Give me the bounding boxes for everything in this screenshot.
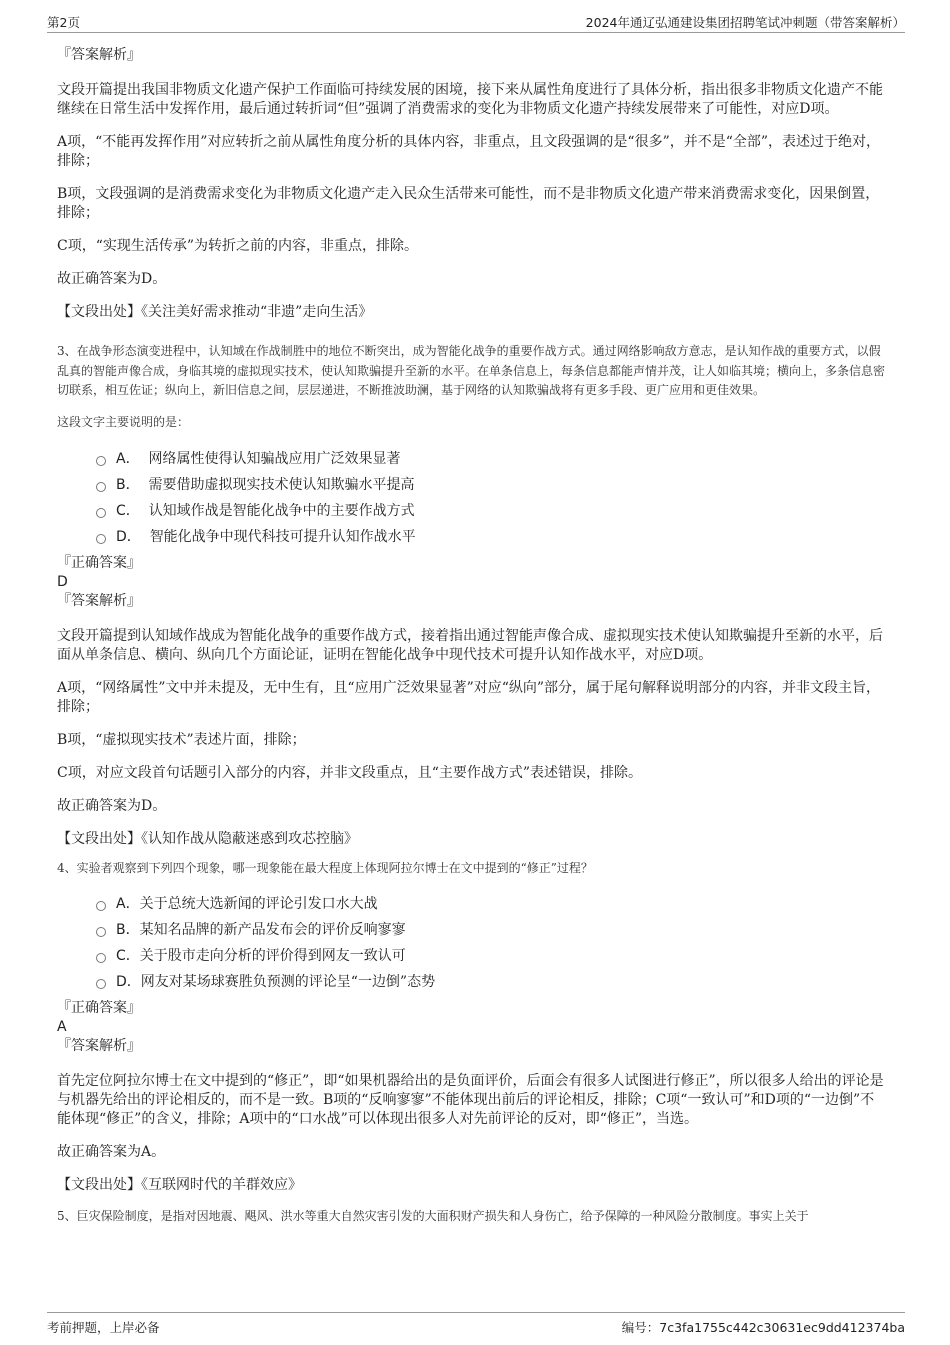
q3-analysis-3: B项，“虚拟现实技术”表述片面，排除； [57,732,306,748]
page-footer [47,1312,905,1337]
page-header [47,10,905,33]
page-content [57,46,887,1226]
q2-analysis-1: 文段开篇提出我国非物质文化遗产保护工作面临可持续发展的困境，接下来从属性角度进行了具体分析，指出很多非物质文化遗产不能继续在日常生活中发挥作用，最后通过转折词“但”强调了消费需求的变化为非物质文化遗产持续发展带来了可能性，对应D项。 [57,82,883,117]
radio-icon[interactable] [96,901,106,911]
correct-answer-label: 『正确答案』 [57,555,141,571]
radio-icon[interactable] [96,953,106,963]
q3-prompt: 这段文字主要说明的是： [57,414,190,429]
source-title: 《互联网时代的羊群效应》 [141,1176,302,1193]
q4-option-c[interactable]: C．关于股市走向分析的评价得到网友一致认可 [96,947,887,966]
q3-analysis-1: 文段开篇提到认知域作战成为智能化战争的重要作战方式，接着指出通过智能声像合成、虚拟现实技术使认知欺骗提升至新的水平，后面从单条信息、横向、纵向几个方面论证，证明在智能化战争中现代技术可提升认知作战水平，对应D项。 [57,628,883,663]
document-code: 7c3fa1755c442c30631ec9dd412374ba [659,1320,905,1335]
q3-stem: 3、在战争形态演变进程中，认知域在作战制胜中的地位不断突出，成为智能化战争的重要作战方式。通过网络影响敌方意志，是认知作战的重要方式，以假乱真的智能声像合成，身临其境的虚拟现实技术，使认知欺骗提升至新的水平。在单条信息上，每条信息都能声情并茂，让人如临其境；横向上，多条信息密切联系，相互佐证；纵向上，新旧信息之间，层层递进，不断推波助澜，基于网络的认知欺骗战将有更多手段、更广应用和更佳效果。 [57,344,886,397]
analysis-label: 『答案解析』 [57,1037,141,1054]
q2-analysis-4: C项，“实现生活传承”为转折之前的内容，非重点，排除。 [57,238,419,254]
q4-stem: 4、实验者观察到下列四个现象，哪一现象能在最大程度上体现阿拉尔博士在文中提到的“修正”过程？ [57,861,593,875]
radio-icon[interactable] [96,979,106,989]
radio-icon[interactable] [96,508,106,518]
q3-analysis-5: 故正确答案为D。 [57,798,167,814]
source-title: 《认知作战从隐蔽迷惑到攻芯控脑》 [141,831,358,847]
source-label: 【文段出处】 [57,304,141,320]
q3-answer: D [57,574,68,590]
q3-source [57,830,887,849]
q3-analysis-2: A项，“网络属性”文中并未提及，无中生有，且“应用广泛效果显著”对应“纵向”部分，属于尾句解释说明部分的内容，并非文段主旨，排除； [57,680,881,715]
radio-icon[interactable] [96,927,106,937]
q2-analysis-3: B项，文段强调的是消费需求变化为非物质文化遗产走入民众生活带来可能性，而不是非物质文化遗产带来消费需求变化，因果倒置，排除； [57,186,880,221]
q4-analysis-1: 首先定位阿拉尔博士在文中提到的“修正”，即“如果机器给出的是负面评价，后面会有很多人试图进行修正”，所以很多人给出的评论是与机器先给出的评论相反的，而不是一致。B项的“反响寥寥”不能体现出前后的评论相反，排除；C项“一致认可”和D项的“一边倒”不能体现“修正”的含义，排除；A项中的“口水战”可以体现出很多人对先前评论的反对，即“修正”，当选。 [57,1072,884,1127]
source-label: 【文段出处】 [57,831,141,847]
q2-analysis-2: A项，“不能再发挥作用”对应转折之前从属性角度分析的具体内容，非重点，且文段强调的是“很多”，并不是“全部”，表述过于绝对，排除； [57,134,881,169]
q4-source [57,1176,887,1195]
q5-stem: 5、巨灾保险制度，是指对因地震、飓风、洪水等重大自然灾害引发的大面积财产损失和人身伤亡，给予保障的一种风险分散制度。事实上关于 [57,1208,809,1223]
q2-source [57,303,887,322]
radio-icon[interactable] [96,482,106,492]
q3-option-a[interactable]: A． 网络属性使得认知骗战应用广泛效果显著 [96,450,887,469]
correct-answer-label: 『正确答案』 [57,999,141,1016]
q4-option-a[interactable]: A．关于总统大选新闻的评论引发口水大战 [96,895,887,914]
q3-option-d[interactable]: D． 智能化战争中现代科技可提升认知作战水平 [96,528,887,547]
q4-option-b[interactable]: B．某知名品牌的新产品发布会的评价反响寥寥 [96,921,887,940]
source-label: 【文段出处】 [57,1176,141,1193]
q3-option-b[interactable]: B． 需要借助虚拟现实技术使认知欺骗水平提高 [96,476,887,495]
page-number: 第2页 [47,15,80,30]
q2-analysis-5: 故正确答案为D。 [57,271,167,287]
analysis-label: 『答案解析』 [57,593,141,609]
analysis-label: 『答案解析』 [57,47,141,63]
q4-analysis-2: 故正确答案为A。 [57,1143,166,1160]
q3-analysis-4: C项，对应文段首句话题引入部分的内容，并非文段重点，且“主要作战方式”表述错误，排除。 [57,765,643,781]
footer-code: 编号：7c3fa1755c442c30631ec9dd412374ba [621,1320,905,1335]
footer-slogan: 考前押题，上岸必备 [47,1320,160,1335]
q3-option-c[interactable]: C． 认知域作战是智能化战争中的主要作战方式 [96,502,887,521]
q4-option-d[interactable]: D．网友对某场球赛胜负预测的评论呈“一边倒”态势 [96,973,887,992]
document-title: 2024年通辽弘通建设集团招聘笔试冲刺题（带答案解析） [585,15,905,30]
source-title: 《关注美好需求推动“非遗”走向生活》 [141,304,373,320]
radio-icon[interactable] [96,456,106,466]
q4-answer: A [57,1018,67,1035]
radio-icon[interactable] [96,534,106,544]
